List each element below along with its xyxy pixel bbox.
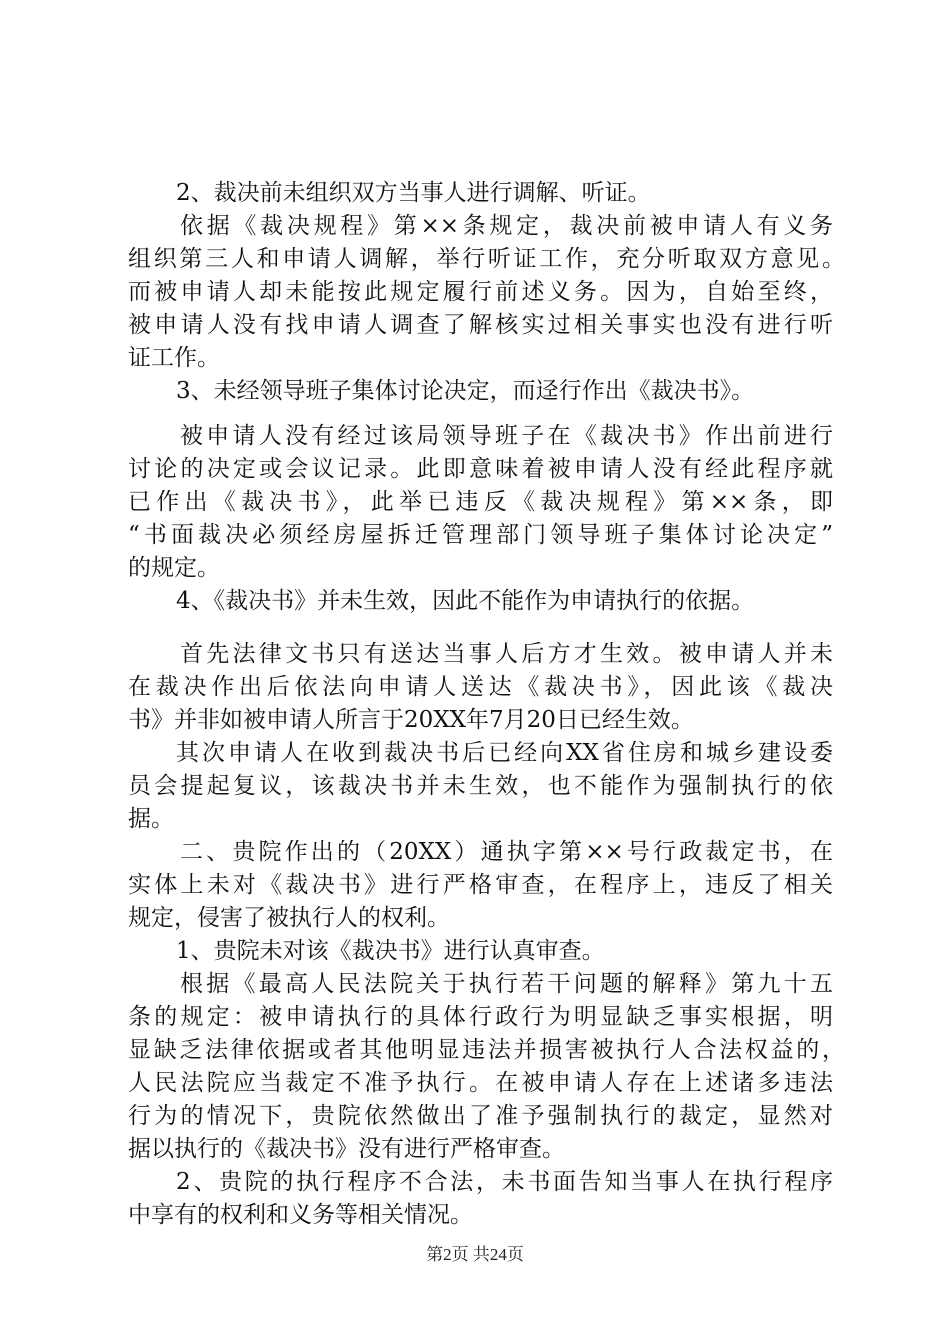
text-line: 3、未经领导班子集体讨论决定，而迳行作出《裁决书》。 (176, 378, 755, 404)
text-line: 实体上未对《裁决书》进行严格审查，在程序上，违反了相关 (128, 872, 833, 898)
text-line: 中享有的权利和义务等相关情况。 (128, 1202, 473, 1228)
text-line: 被申请人没有经过该局领导班子在《裁决书》作出前进行 (180, 423, 833, 449)
text-line: 2、贵院的执行程序不合法，未书面告知当事人在执行程序 (176, 1169, 833, 1195)
text-line: 被申请人没有找申请人调查了解核实过相关事实也没有进行听 (128, 312, 833, 338)
text-line: 其次申请人在收到裁决书后已经向XX省住房和城乡建设委 (176, 740, 833, 766)
text-line: 书》并非如被申请人所言于20XX年7月20日已经生效。 (128, 707, 694, 733)
text-line: 据以执行的《裁决书》没有进行严格审查。 (128, 1136, 565, 1162)
text-line: 规定，侵害了被执行人的权利。 (128, 905, 450, 931)
text-line: 根据《最高人民法院关于执行若干问题的解释》第九十五 (180, 971, 833, 997)
text-line: 首先法律文书只有送达当事人后方才生效。被申请人并未 (180, 641, 833, 667)
text-line: “书面裁决必须经房屋拆迁管理部门领导班子集体讨论决定” (128, 522, 833, 548)
text-line: 1、贵院未对该《裁决书》进行认真审查。 (176, 938, 605, 964)
page-footer: 第2页 共24页 (426, 1245, 524, 1264)
text-line: 讨论的决定或会议记录。此即意味着被申请人没有经此程序就 (128, 456, 833, 482)
text-line: 2、裁决前未组织双方当事人进行调解、听证。 (176, 180, 651, 206)
text-line: 依据《裁决规程》第××条规定，裁决前被申请人有义务 (180, 213, 833, 239)
text-line: 员会提起复议，该裁决书并未生效，也不能作为强制执行的依 (128, 773, 833, 799)
text-line: 人民法院应当裁定不准予执行。在被申请人存在上述诸多违法 (128, 1070, 833, 1096)
text-line: 证工作。 (128, 345, 220, 371)
text-line: 二、贵院作出的（20XX）通执字第××号行政裁定书，在 (180, 839, 833, 865)
text-line: 条的规定：被申请执行的具体行政行为明显缺乏事实根据，明 (128, 1004, 833, 1030)
text-line: 据。 (128, 806, 174, 832)
text-line: 行为的情况下，贵院依然做出了准予强制执行的裁定，显然对 (128, 1103, 833, 1129)
text-line: 已作出《裁决书》，此举已违反《裁决规程》第××条，即 (128, 489, 833, 515)
text-line: 4、《裁决书》并未生效，因此不能作为申请执行的依据。 (176, 588, 755, 614)
text-line: 的规定。 (128, 555, 220, 581)
text-line: 在裁决作出后依法向申请人送达《裁决书》，因此该《裁决 (128, 674, 833, 700)
text-line: 而被申请人却未能按此规定履行前述义务。因为，自始至终， (128, 279, 833, 305)
text-line: 组织第三人和申请人调解，举行听证工作，充分听取双方意见。 (128, 246, 845, 272)
text-line: 显缺乏法律依据或者其他明显违法并损害被执行人合法权益的， (128, 1037, 845, 1063)
